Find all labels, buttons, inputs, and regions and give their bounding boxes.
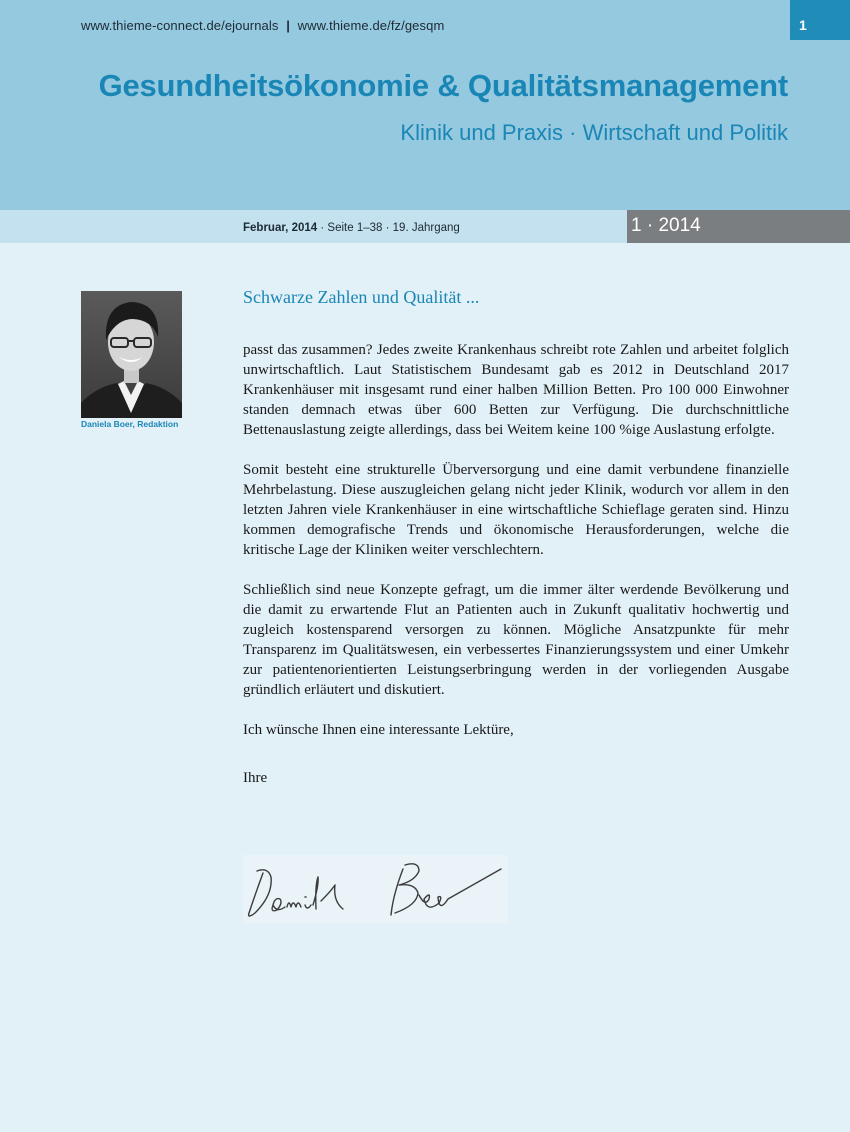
issue-pages: Seite 1–38 (327, 222, 383, 234)
url-ejournals[interactable]: www.thieme-connect.de/ejournals (81, 18, 279, 33)
editorial-greeting: Ich wünsche Ihnen eine interessante Lektüre, (243, 722, 514, 738)
editorial-paragraph: Somit besteht eine strukturelle Überversorgung und eine damit verbundene finanzielle Mehrbelastung. Diese auszugleichen gelang nicht jeder Klinik, wodurch vor allem in den letzten Jahren viele Krankenhäuser in eine wirtschaftliche Schieflage geraten sind. Hinzu kommen demografische Trends und ökonomische Herausforderungen, welche die kritische Lage der Kliniken weiter verschlechtern. (243, 462, 789, 558)
url-separator: | (286, 18, 290, 33)
editorial-paragraph: passt das zusammen? Jedes zweite Krankenhaus schreibt rote Zahlen und arbeitet folglich unwirtschaftlich. Laut Statistischem Bundesamt gab es 2012 in Deutschland 2017 Krankenhäuser mit insgesamt rund einer halben Million Betten. Pro 100 000 Einwohner standen demnach etwas über 600 Betten zur Verfügung. Die durchschnittliche Bettenauslastung zeigte allerdings, dass bei Weitem keine 100 %ige Auslastung erfolgte. (243, 342, 789, 438)
editorial-paragraph: Schließlich sind neue Konzepte gefragt, um die immer älter werdende Bevölkerung und die damit zu erwartende Flut an Patienten auch in Zukunft qualitativ hochwertig und zugleich kostensparend versorgen zu können. Mögliche Ansatzpunkte für mehr Transparenz im Qualitätswesen, ein verbessertes Finanzierungssystem und einer Umkehr zur patientenorientierten Leistungserbringung werden in der vorliegenden Ausgabe gründlich erläutert und diskutiert. (243, 582, 789, 698)
journal-subtitle: Klinik und Praxis · Wirtschaft und Politik (400, 120, 788, 145)
editorial-closing: Ihre (243, 770, 268, 786)
author-photo (81, 291, 182, 418)
issue-meta (243, 222, 460, 234)
photo-caption: Daniela Boer, Redaktion (81, 419, 179, 429)
issue-badge: 1 · 2014 (627, 210, 850, 243)
url-gesqm[interactable]: www.thieme.de/fz/gesqm (297, 18, 445, 33)
journal-title: Gesundheitsökonomie & Qualitätsmanagement (98, 68, 788, 103)
page-number: 1 (790, 0, 850, 40)
meta-dot: · (385, 222, 390, 234)
handwritten-signature (243, 855, 508, 923)
header-urls (81, 18, 444, 33)
editorial-heading: Schwarze Zahlen und Qualität ... (243, 287, 480, 307)
issue-volume: 19. Jahrgang (392, 222, 460, 234)
meta-dot: · (320, 222, 325, 234)
issue-date: Februar, 2014 (243, 222, 318, 234)
editorial-body (243, 340, 789, 808)
journal-header (0, 0, 850, 210)
